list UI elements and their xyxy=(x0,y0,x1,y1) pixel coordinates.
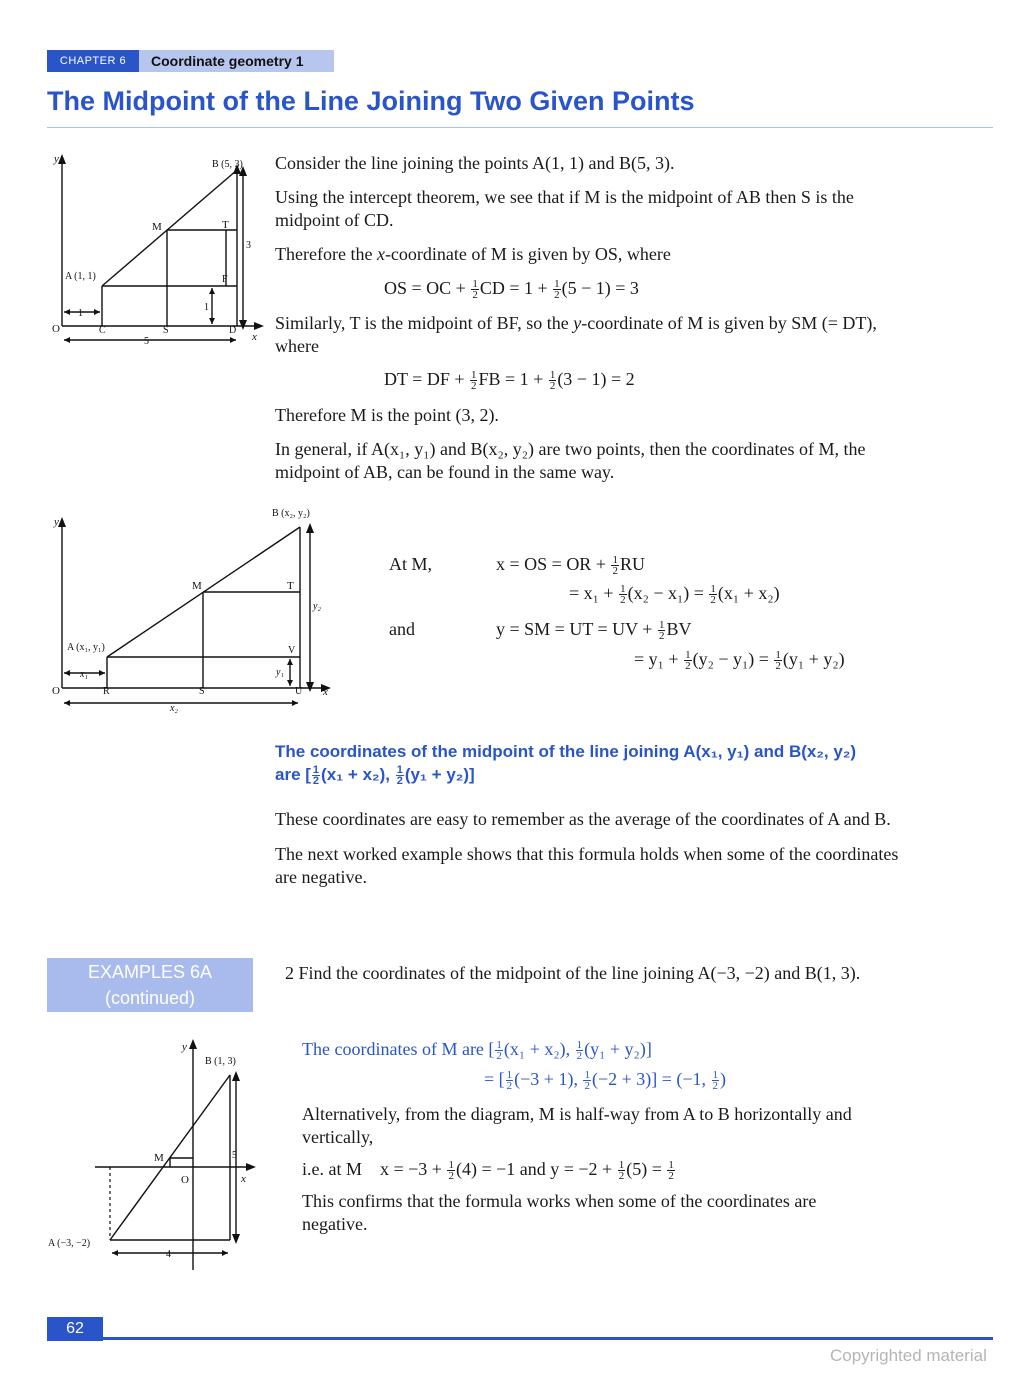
diagram1-dim-1h: 1 xyxy=(78,308,83,319)
fraction-half: $\frac{1}{2}$ xyxy=(668,1159,674,1183)
equation-y-line1: y = SM = UT = UV + $\frac{1}{2}$ BV xyxy=(496,619,692,643)
intercept-line-2: midpoint of CD. xyxy=(275,210,394,230)
fraction-half: $\frac{1}{2}$ xyxy=(685,649,691,673)
diagram-midpoint-numeric xyxy=(40,148,270,358)
formula-line-2: are [ $\frac{1}{2}$ (x₁ + x₂), $\frac{1}{2}$ (y₁ + y₂)] xyxy=(275,764,475,788)
intercept-line-1: Using the intercept theorem, we see that if M is the midpoint of AB then S is the xyxy=(275,187,854,207)
solution-line-1: The coordinates of M are [ $\frac{1}{2}$ (x₁ + x₂), $\frac{1}{2}$ (y₁ + y₂)] xyxy=(302,1039,652,1063)
fraction-half: $\frac{1}{2}$ xyxy=(549,369,556,393)
ie-equation: i.e. at M x = −3 + $\frac{1}{2}$ (4) = −1 and y = −2 + $\frac{1}{2}$ (5) = $\frac{1}{2}$ xyxy=(302,1159,674,1183)
segment-ab xyxy=(102,170,237,286)
midpoint-formula-box xyxy=(275,740,993,786)
footer-rule xyxy=(103,1337,993,1340)
copyright-watermark: Copyrighted material xyxy=(830,1346,987,1365)
formula-line-1: The coordinates of the midpoint of the line joining A(x₁, y₁) and B(x₂, y₂) xyxy=(275,742,857,761)
diagram1-dim-3: 3 xyxy=(246,240,251,251)
fraction-half: $\frac{1}{2}$ xyxy=(710,583,716,607)
alternative-paragraph: Alternatively, from the diagram, M is half-way from A to B horizontally and vertically, xyxy=(302,1104,852,1147)
page-number: 62 xyxy=(47,1317,103,1341)
diagram1-x-label: x xyxy=(252,331,257,343)
diagram1-c-label: C xyxy=(99,325,106,336)
diagram2-u-label: U xyxy=(295,686,303,697)
diagram3-x-label: x xyxy=(241,1173,246,1185)
chapter-badge: CHAPTER 6 xyxy=(47,50,139,72)
diagram1-s-label: S xyxy=(163,325,169,336)
fraction-half: $\frac{1}{2}$ xyxy=(712,1069,719,1093)
fraction-half: $\frac{1}{2}$ xyxy=(658,619,665,643)
diagram-midpoint-negative xyxy=(40,1035,270,1280)
diagram1-f-label: F xyxy=(222,274,228,285)
diagram2-v-label: V xyxy=(288,645,296,656)
intro-paragraph: Consider the line joining the points A(1, 1) and B(5, 3). xyxy=(275,153,675,173)
equation-os: OS = OC + $\frac{1}{2}$ CD = 1 + $\frac{1}{2}$ (5 − 1) = 3 xyxy=(384,278,639,302)
diagram3-dim-5: 5 xyxy=(232,1150,237,1161)
diagram1-d-label: D xyxy=(229,325,237,336)
diagram2-dim-y1: y₁ xyxy=(276,667,284,678)
result-m-paragraph: Therefore M is the point (3, 2). xyxy=(275,405,499,425)
fraction-half: $\frac{1}{2}$ xyxy=(472,278,478,302)
fraction-half: $\frac{1}{2}$ xyxy=(506,1069,513,1093)
fraction-half: $\frac{1}{2}$ xyxy=(775,649,781,673)
equation-x-line1: x = OS = OR + $\frac{1}{2}$ RU xyxy=(496,554,645,578)
page-title: The Midpoint of the Line Joining Two Given Points xyxy=(47,86,695,116)
diagram1-b-label: B (5, 3) xyxy=(212,159,243,170)
fraction-half: $\frac{1}{2}$ xyxy=(448,1159,454,1183)
fraction-half: $\frac{1}{2}$ xyxy=(584,1069,590,1093)
general-paragraph: In general, if A(x₁, y₁) and B(x₂, y₂) are two points, then the coordinates of M, the midpoint of AB, can be found in the same way. xyxy=(275,439,866,482)
diagram1-o-label: O xyxy=(52,323,60,335)
diagram2-dim-x1: x₁ xyxy=(80,669,88,680)
equation-dt: DT = DF + $\frac{1}{2}$ FB = 1 + $\frac{1}{2}$ (3 − 1) = 2 xyxy=(384,369,635,393)
fraction-half: $\frac{1}{2}$ xyxy=(576,1039,583,1063)
example-question: 2 Find the coordinates of the midpoint of the line joining A(−3, −2) and B(1, 3). xyxy=(285,963,861,983)
fraction-half: $\frac{1}{2}$ xyxy=(312,764,320,788)
diagram-midpoint-general xyxy=(40,505,340,715)
fraction-half: $\frac{1}{2}$ xyxy=(618,1159,625,1183)
diagram2-r-label: R xyxy=(103,686,110,697)
diagram2-dim-y2: y₂ xyxy=(313,601,321,612)
fraction-half: $\frac{1}{2}$ xyxy=(554,278,560,302)
fraction-half: $\frac{1}{2}$ xyxy=(496,1039,502,1063)
average-paragraph: These coordinates are easy to remember as the average of the coordinates of A and B. xyxy=(275,809,891,829)
fraction-half: $\frac{1}{2}$ xyxy=(470,369,477,393)
confirm-paragraph: This confirms that the formula works when some of the coordinates are negative. xyxy=(302,1191,817,1234)
x-coordinate-paragraph: Therefore the x-coordinate of M is given by OS, where xyxy=(275,244,671,264)
solution-line-2: = [ $\frac{1}{2}$ (−3 + 1), $\frac{1}{2}$ (−2 + 3)] = (−1, $\frac{1}{2}$ ) xyxy=(484,1069,727,1093)
diagram2-dim-x2: x₂ xyxy=(170,703,178,714)
diagram2-s-label: S xyxy=(199,686,205,697)
diagram3-b-label: B (1, 3) xyxy=(205,1056,236,1067)
equation-x-line2: = x₁ + $\frac{1}{2}$ (x₂ − x₁) = $\frac{1}{2}$ (x₁ + x₂) xyxy=(569,583,780,607)
diagram1-a-label: A (1, 1) xyxy=(65,271,96,282)
next-example-paragraph: The next worked example shows that this formula holds when some of the coordinates are negative. xyxy=(275,844,899,887)
fraction-half: $\frac{1}{2}$ xyxy=(612,554,618,578)
diagram1-t-label: T xyxy=(222,219,229,231)
chapter-title: Coordinate geometry 1 xyxy=(139,50,334,72)
equation-y-line2: = y₁ + $\frac{1}{2}$ (y₂ − y₁) = $\frac{1}{2}$ (y₁ + y₂) xyxy=(634,649,845,673)
diagram3-y-label: y xyxy=(182,1041,187,1053)
y-coordinate-paragraph: Similarly, T is the midpoint of BF, so the y-coordinate of M is given by SM (= DT), where xyxy=(275,313,877,356)
diagram3-a-label: A (−3, −2) xyxy=(48,1238,91,1249)
diagram2-y-label: y xyxy=(54,516,59,528)
diagram2-t-label: T xyxy=(287,580,294,592)
fraction-half: $\frac{1}{2}$ xyxy=(620,583,626,607)
diagram1-m-label: M xyxy=(152,221,162,233)
fraction-half: $\frac{1}{2}$ xyxy=(396,764,403,788)
diagram2-m-label: M xyxy=(192,580,202,592)
diagram1-y-label: y xyxy=(54,153,59,165)
at-m-label: At M, xyxy=(389,554,433,574)
title-divider xyxy=(47,127,993,128)
diagram3-m-label: M xyxy=(154,1152,164,1164)
diagram3-dim-4: 4 xyxy=(166,1249,171,1260)
intercept-paragraph xyxy=(275,186,993,232)
diagram3-o-label: O xyxy=(181,1174,189,1186)
diagram2-x-label: x xyxy=(323,686,328,698)
diagram2-o-label: O xyxy=(52,685,60,697)
diagram2-b-label: B (x₂, y₂) xyxy=(272,508,310,519)
diagram2-a-label: A (x₁, y₁) xyxy=(67,642,105,653)
diagram1-dim-5: 5 xyxy=(144,336,149,347)
and-label: and xyxy=(389,619,415,639)
examples-banner: EXAMPLES 6A (continued) xyxy=(47,958,253,1012)
diagram1-dim-1v: 1 xyxy=(204,302,209,313)
